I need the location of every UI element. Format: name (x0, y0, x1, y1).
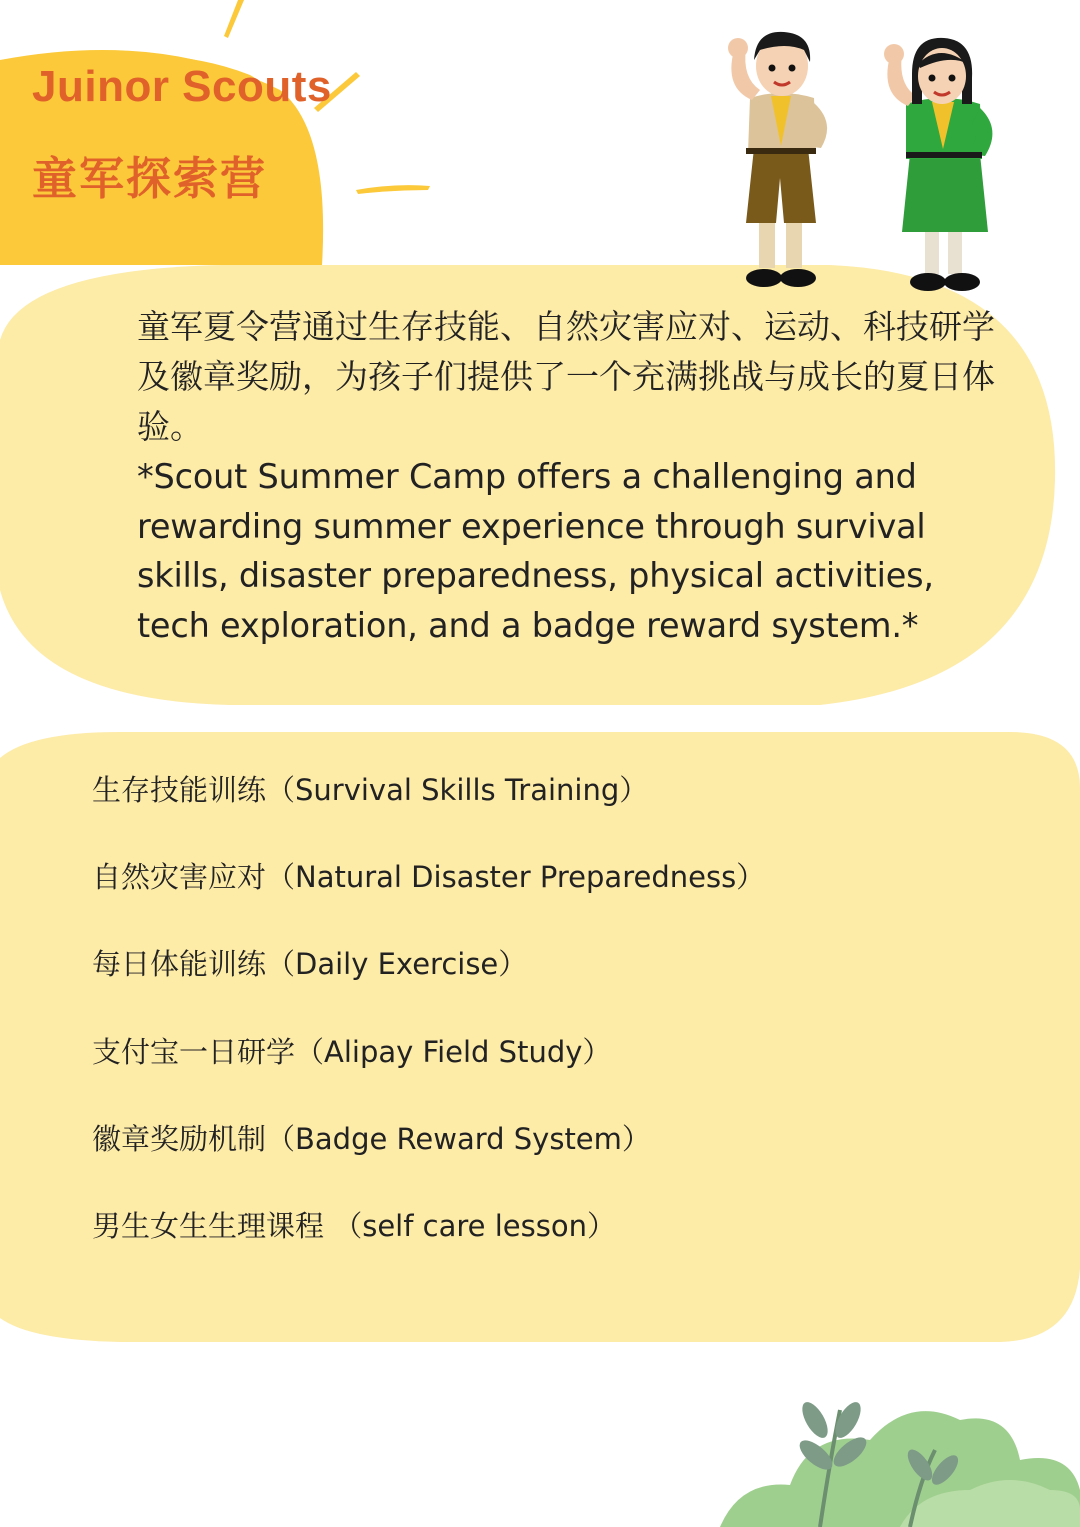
list-item: 支付宝一日研学（Alipay Field Study） (92, 1034, 612, 1069)
activity-list (92, 764, 992, 1287)
girl-scout-illustration (870, 34, 1010, 299)
leaf-bush-decoration (720, 1390, 1080, 1527)
boy-scout-illustration (716, 28, 846, 298)
page-title-en: Juinor Scouts (32, 62, 332, 111)
intro-text (137, 302, 1007, 650)
list-item: 徽章奖励机制（Badge Reward System） (92, 1121, 651, 1156)
intro-text-zh: 童军夏令营通过生存技能、自然灾害应对、运动、科技研学及徽章奖励，为孩子们提供了一个充满挑战与成长的夏日体验。 (137, 307, 995, 446)
list-item: 男生女生生理课程 （self care lesson） (92, 1208, 616, 1243)
list-item: 自然灾害应对（Natural Disaster Preparedness） (92, 860, 766, 895)
list-item: 每日体能训练（Daily Exercise） (92, 947, 528, 982)
list-item: 生存技能训练（Survival Skills Training） (92, 773, 649, 807)
page-title-zh: 童军探索营 (32, 152, 268, 205)
intro-text-en: *Scout Summer Camp offers a challenging and rewarding summer experience through survival skills, disaster preparedness, physical activities, tech exploration, and a badge reward system.* (137, 457, 934, 645)
